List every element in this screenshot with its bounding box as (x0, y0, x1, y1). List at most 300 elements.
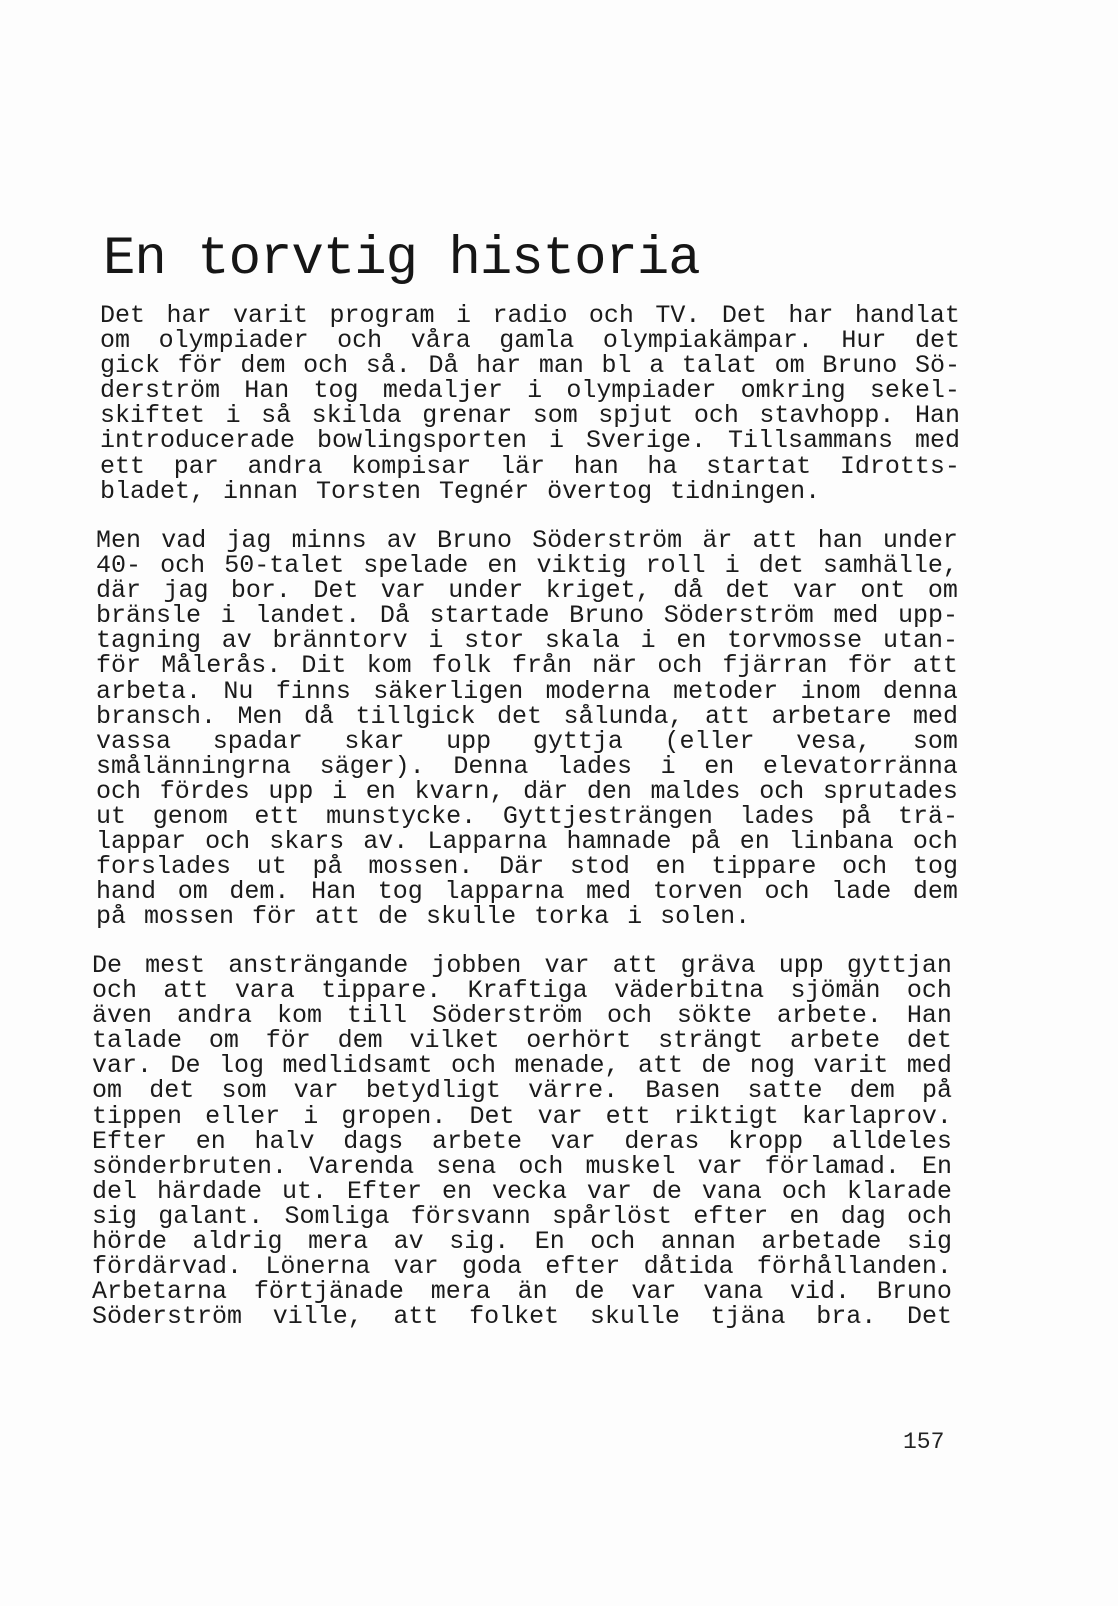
word: medaljer (382, 376, 503, 406)
word: väderbitna (614, 976, 765, 1006)
text-line (96, 551, 958, 581)
word: där (96, 576, 142, 606)
word: halv (254, 1126, 315, 1156)
word: var (393, 1252, 439, 1282)
word: och (781, 1176, 827, 1206)
word: satte (747, 1076, 823, 1106)
word: ansträngande (228, 951, 409, 980)
word: sig (92, 1201, 138, 1231)
text-line (92, 1277, 952, 1307)
word: och (759, 776, 805, 806)
word: vesa, (796, 726, 872, 756)
word: och (912, 827, 958, 857)
word: Arbetarna (92, 1277, 228, 1307)
word: lade (831, 877, 892, 907)
word: med (833, 601, 879, 631)
word: Det (906, 1302, 952, 1332)
word: på (312, 852, 343, 882)
word: när (592, 651, 638, 681)
word: denna (882, 676, 958, 706)
word: om (774, 351, 805, 381)
word: vana (701, 1176, 762, 1206)
text-line (92, 1026, 952, 1056)
text-line (100, 426, 960, 456)
word: av. (363, 827, 409, 857)
word: Lapparna (427, 827, 548, 857)
word: Han (914, 401, 960, 431)
word: om (100, 326, 131, 356)
word: skala (544, 626, 620, 656)
word: vassa (96, 726, 172, 756)
word: det (496, 701, 542, 731)
text-line: bladet, innan Torsten Tegnér övertog tidningen. (100, 476, 821, 506)
word: program (329, 301, 435, 330)
word: att (393, 1302, 439, 1332)
word: och (450, 1051, 496, 1081)
word: att (612, 951, 658, 980)
word: värre. (528, 1076, 619, 1106)
word: startade (429, 601, 550, 631)
text-line (100, 303, 960, 328)
word: spelade (363, 551, 469, 581)
word: tippare. (321, 976, 442, 1006)
word: var (293, 1076, 339, 1106)
word: stor (464, 626, 525, 656)
word: skiftet (100, 401, 206, 431)
word: dåtida (643, 1252, 734, 1282)
word: och (160, 551, 206, 581)
word: dem. (229, 877, 290, 907)
word: nog (749, 1051, 795, 1081)
word: aldrig (192, 1227, 283, 1257)
word: introducerade (100, 426, 296, 456)
word: bor. (230, 576, 291, 606)
word: bl (601, 351, 632, 381)
word: Han (244, 376, 290, 406)
word: vara (234, 976, 295, 1006)
word: viktig (536, 551, 627, 581)
word: sökte (676, 1001, 752, 1031)
word: gyttja (532, 726, 623, 756)
word: att (752, 526, 798, 555)
word: de (574, 1277, 605, 1307)
word: skar (344, 726, 405, 756)
text-line (96, 626, 958, 656)
word: gamla (499, 326, 575, 356)
word: om (927, 576, 958, 606)
word: hamnade (566, 827, 672, 857)
word: Det (469, 1101, 515, 1131)
word: arbete (431, 1126, 522, 1156)
word: och (205, 827, 251, 857)
text-line (92, 1001, 952, 1031)
word: till (346, 1001, 407, 1031)
word: TV. (655, 301, 701, 330)
word: varit (813, 1051, 889, 1081)
word: han (573, 451, 619, 481)
word: har (166, 301, 212, 330)
word: dem (240, 351, 286, 381)
word: spjut (598, 401, 674, 431)
word: och (588, 301, 634, 330)
word: del (92, 1176, 138, 1206)
word: mera (308, 1227, 369, 1257)
word: bränsle (96, 601, 202, 631)
word: än (517, 1277, 548, 1307)
word: dem (849, 1076, 895, 1106)
word: metoder (673, 676, 779, 706)
word: efter (545, 1252, 621, 1282)
word: med (906, 1051, 952, 1081)
word: Det (313, 576, 359, 606)
word: med (586, 877, 632, 907)
text-line (92, 976, 952, 1006)
word: inom (800, 676, 861, 706)
text-line (96, 827, 958, 857)
text-line (92, 1227, 952, 1257)
word: var (550, 1126, 596, 1156)
word: det (149, 1076, 195, 1106)
word: deras (624, 1126, 700, 1156)
word: tagning (96, 626, 202, 656)
word: sena (436, 1151, 497, 1181)
word: trä- (897, 802, 958, 832)
word: från (511, 651, 572, 681)
word: om (92, 1076, 123, 1106)
word: en (676, 626, 707, 656)
word: sig. (449, 1227, 510, 1257)
word: våra (410, 326, 471, 356)
word: hörde (92, 1227, 168, 1257)
word: stavhopp. (759, 401, 895, 431)
word: att (704, 701, 750, 731)
word: sig (906, 1227, 952, 1257)
text-line (96, 776, 958, 806)
text-line (96, 726, 958, 756)
word: och (590, 1227, 636, 1257)
text-line (100, 326, 960, 356)
word: oerhört (526, 1026, 632, 1056)
word: bra. (816, 1302, 877, 1332)
word: smålänningrna (96, 751, 292, 781)
word: i (724, 551, 740, 581)
word: genom (152, 802, 228, 832)
word: fördärvad. (92, 1252, 243, 1282)
word: var (792, 576, 838, 606)
word: det (906, 1026, 952, 1056)
word: Denna (453, 751, 529, 781)
text-line (92, 1201, 952, 1231)
word: Men (237, 701, 283, 731)
paragraph-2 (96, 528, 958, 930)
word: de (651, 1176, 682, 1206)
word: arbetade (761, 1227, 882, 1257)
word: i (549, 426, 565, 456)
text-line (92, 1126, 952, 1156)
word: olympiakämpar. (602, 326, 813, 356)
word: gräva (680, 951, 756, 980)
word: mossen. (368, 852, 474, 882)
text-line: på mossen för att de skulle torka i solen. (96, 902, 751, 932)
word: var (380, 576, 426, 606)
word: menade, (514, 1051, 620, 1081)
word: som (221, 1076, 267, 1106)
word: dag (840, 1201, 886, 1231)
word: Nu (223, 676, 254, 706)
word: upp- (897, 601, 958, 631)
word: en (195, 1126, 226, 1156)
word: och (906, 976, 952, 1006)
word: härdade (156, 1176, 263, 1206)
word: bowlingsporten (317, 426, 528, 456)
word: ville, (272, 1302, 363, 1332)
word: Basen (645, 1076, 721, 1106)
word: var. (92, 1051, 153, 1081)
word: Somliga (284, 1201, 390, 1231)
word: om (208, 1026, 239, 1056)
word: tillgick (355, 701, 476, 731)
text-line (96, 701, 958, 731)
text-line (96, 601, 958, 631)
word: Sverige. (585, 426, 706, 456)
word: galant. (158, 1201, 264, 1231)
word: Kraftiga (467, 976, 588, 1006)
word: så (261, 401, 292, 431)
word: lappar (96, 827, 187, 857)
word: tog (313, 376, 359, 406)
word: för (96, 651, 142, 681)
word: fördes (159, 776, 250, 806)
word: det (914, 326, 960, 356)
word: på (841, 802, 872, 832)
word: och (693, 401, 739, 431)
word: kvarn, (414, 776, 505, 806)
word: kriget, (545, 576, 651, 606)
word: en (789, 1201, 820, 1231)
word: då (303, 701, 334, 731)
word: var (631, 1277, 677, 1307)
word: munstycke. (326, 802, 477, 832)
word: derström (100, 376, 221, 406)
word: Då (428, 351, 459, 381)
word: utan- (882, 626, 958, 656)
word: ut (256, 852, 287, 882)
word: efter (693, 1201, 769, 1231)
word: olympiader (566, 376, 717, 406)
text-line (96, 528, 958, 553)
text-line (92, 1151, 952, 1181)
word: roll (645, 551, 706, 581)
word: muskel (585, 1151, 676, 1181)
word: förlamad. (764, 1151, 900, 1181)
word: (eller (664, 726, 755, 756)
word: var (544, 951, 590, 980)
word: kom (366, 651, 412, 681)
word: det (758, 551, 804, 581)
word: på (690, 827, 721, 857)
word: dags (343, 1126, 404, 1156)
word: dem (912, 877, 958, 907)
word: Han (311, 877, 357, 907)
word: lapparna (444, 877, 565, 907)
word: Söderström (431, 1001, 582, 1031)
word: under (882, 526, 958, 555)
word: vecka (491, 1176, 567, 1206)
word: och (842, 852, 888, 882)
text-line (100, 351, 960, 381)
word: Efter (92, 1126, 168, 1156)
word: tog (912, 852, 958, 882)
word: i (225, 401, 241, 431)
word: ett (100, 451, 146, 481)
text-line (96, 651, 958, 681)
word: med (914, 426, 960, 456)
word: Sö- (914, 351, 960, 381)
word: Där (499, 852, 545, 882)
word: gyttjan (846, 951, 952, 980)
word: sekel- (869, 376, 960, 406)
text-line (92, 953, 952, 978)
word: en (704, 751, 735, 781)
word: upp (778, 951, 824, 980)
word: och (657, 651, 703, 681)
word: andra (247, 451, 323, 481)
word: Bruno (436, 526, 512, 555)
paragraph-1 (100, 303, 960, 504)
word: grenar (422, 401, 513, 431)
word: arbete. (776, 1001, 882, 1031)
word: av (386, 526, 417, 555)
word: fjärran (722, 651, 828, 681)
text-line (100, 451, 960, 481)
word: log (218, 1051, 264, 1081)
word: par (173, 451, 219, 481)
word: var (586, 1176, 632, 1206)
word: vad (161, 526, 207, 555)
text-line (92, 1302, 952, 1332)
word: i (660, 751, 676, 781)
text-line (92, 1076, 952, 1106)
word: och (303, 351, 349, 381)
word: mest (145, 951, 206, 980)
word: de (701, 1051, 732, 1081)
word: en (441, 1176, 472, 1206)
word: torven (652, 877, 743, 907)
word: och (337, 326, 383, 356)
word: goda (461, 1252, 522, 1282)
word: stod (569, 852, 630, 882)
word: vid. (790, 1277, 851, 1307)
word: Tillsammans (727, 426, 893, 456)
word: En (921, 1151, 952, 1181)
word: Det (721, 301, 767, 330)
page-title: En torvtig historia (103, 229, 700, 290)
word: eller (205, 1101, 281, 1131)
word: andra (176, 1001, 252, 1031)
word: att (163, 976, 209, 1006)
word: minns (291, 526, 367, 555)
text-line (96, 852, 958, 882)
word: och (606, 1001, 652, 1031)
word: lades (739, 802, 815, 832)
word: arbetare (771, 701, 892, 731)
word: lär (499, 451, 545, 481)
word: forslades (96, 852, 232, 882)
word: ut (96, 802, 127, 832)
word: ut. (281, 1176, 327, 1206)
word: sprutades (822, 776, 958, 806)
word: Dit (301, 651, 347, 681)
word: mera (430, 1277, 491, 1307)
word: vilket (409, 1026, 500, 1056)
word: Söderström (92, 1302, 243, 1332)
word: det (725, 576, 771, 606)
word: elevatorränna (762, 751, 958, 781)
word: om (177, 877, 208, 907)
word: skars (269, 827, 345, 857)
word: Han (906, 1001, 952, 1031)
text-line (100, 376, 960, 406)
word: var (697, 1151, 743, 1181)
word: upp (268, 776, 314, 806)
word: Söderström (532, 526, 683, 555)
word: var (537, 1101, 583, 1131)
word: Det (100, 301, 146, 330)
word: En (534, 1227, 565, 1257)
text-line (92, 1051, 952, 1081)
word: lades (556, 751, 632, 781)
word: strängt (658, 1026, 764, 1056)
word: en (365, 776, 396, 806)
word: förtjänade (253, 1277, 404, 1307)
word: skulle (589, 1302, 680, 1332)
text-line (92, 1252, 952, 1282)
word: i (332, 776, 348, 806)
word: sjömän (790, 976, 881, 1006)
word: bränntorv (272, 626, 408, 656)
word: kropp (728, 1126, 804, 1156)
word: kompisar (351, 451, 472, 481)
word: tippen (92, 1101, 183, 1131)
word: en (739, 827, 770, 857)
word: spadar (212, 726, 303, 756)
word: är (702, 526, 733, 555)
word: De (170, 1051, 201, 1081)
text-line (92, 1176, 952, 1206)
word: Efter (346, 1176, 422, 1206)
word: annan (660, 1227, 736, 1257)
word: säger). (319, 751, 425, 781)
paragraph-3 (92, 951, 952, 1332)
word: säkerligen (373, 676, 524, 706)
word: han (817, 526, 863, 555)
word: upp (446, 726, 492, 756)
word: ha (647, 451, 678, 481)
word: som (912, 726, 958, 756)
word: sönderbruten. (92, 1151, 288, 1181)
word: Idrotts- (839, 451, 960, 481)
word: en (487, 551, 518, 581)
word: omkring (740, 376, 846, 406)
word: Målerås. (161, 651, 282, 681)
word: i (527, 376, 543, 406)
word: i (220, 601, 236, 631)
word: även (92, 1001, 153, 1031)
word: hand (96, 877, 157, 907)
text-line (96, 802, 958, 832)
text-line (96, 576, 958, 606)
word: att (637, 1051, 683, 1081)
